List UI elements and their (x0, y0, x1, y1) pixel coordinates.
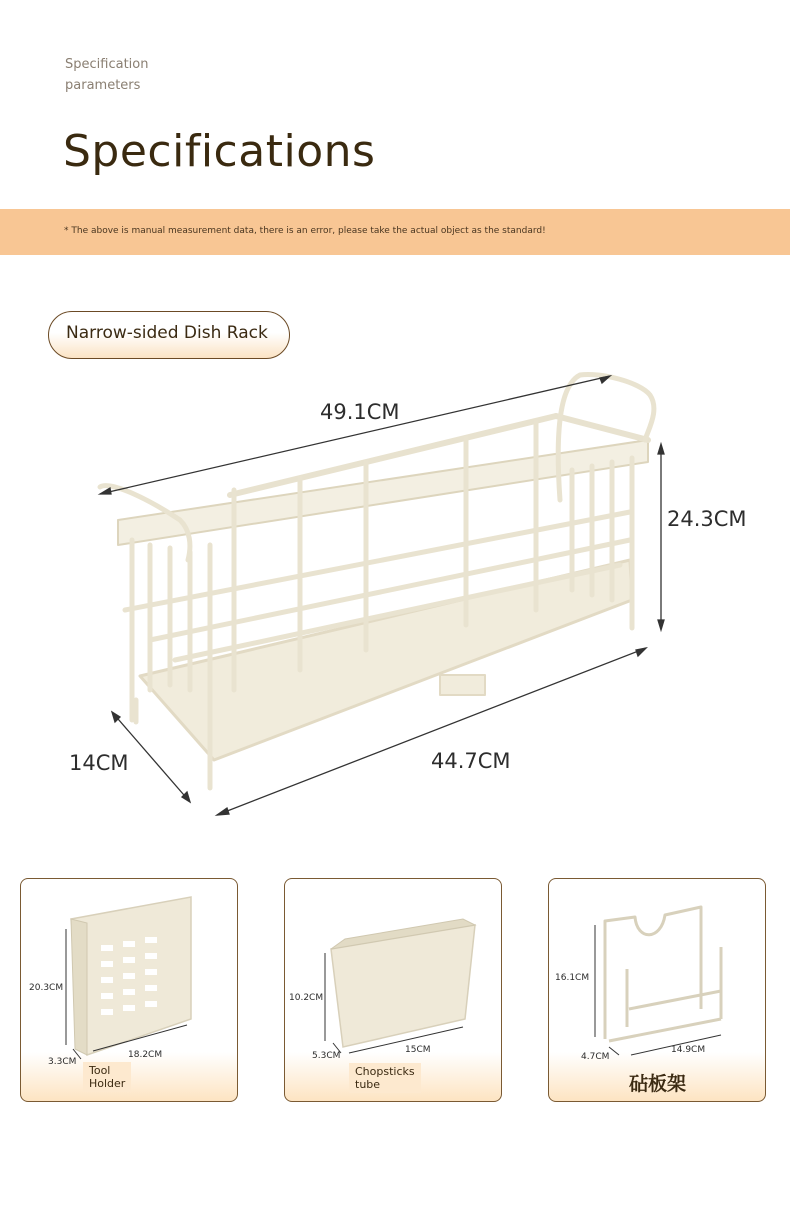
chopsticks-tube-label (349, 1063, 421, 1093)
product-label: Narrow-sided Dish Rack (66, 323, 268, 343)
cutting-board-rack-width: 14.9CM (671, 1045, 706, 1055)
subtitle-line-1: Specification (65, 57, 149, 72)
chopsticks-tube-label-line-2: tube (355, 1078, 381, 1091)
cutting-board-rack-depth: 4.7CM (581, 1052, 610, 1062)
accessory-card-chopsticks-tube (284, 878, 502, 1102)
cutting-board-rack-label: 砧板架 (629, 1073, 687, 1095)
page-title: Specifications (63, 126, 376, 177)
accessory-card-cutting-board-rack (548, 878, 766, 1102)
chopsticks-tube-width: 15CM (405, 1045, 431, 1055)
tool-holder-label-line-2: Holder (89, 1077, 126, 1090)
dim-top-length: 49.1CM (320, 400, 400, 424)
tool-holder-label (83, 1062, 131, 1092)
dim-bottom-length: 44.7CM (431, 749, 511, 773)
subtitle-line-2: parameters (65, 78, 141, 93)
chopsticks-tube-depth: 5.3CM (312, 1051, 341, 1061)
cutting-board-rack-height: 16.1CM (555, 973, 590, 983)
dim-height: 24.3CM (667, 507, 747, 531)
accessory-card-tool-holder (20, 878, 238, 1102)
tool-holder-depth: 3.3CM (48, 1057, 77, 1067)
dim-depth: 14CM (69, 751, 129, 775)
tool-holder-label-line-1: Tool (89, 1064, 111, 1077)
chopsticks-tube-height: 10.2CM (289, 993, 324, 1003)
tool-holder-height: 20.3CM (29, 983, 64, 993)
chopsticks-tube-label-line-1: Chopsticks (355, 1065, 415, 1078)
tool-holder-width: 18.2CM (128, 1050, 163, 1060)
notice-text: * The above is manual measurement data, there is an error, please take the actual object as the standard! (64, 226, 546, 236)
